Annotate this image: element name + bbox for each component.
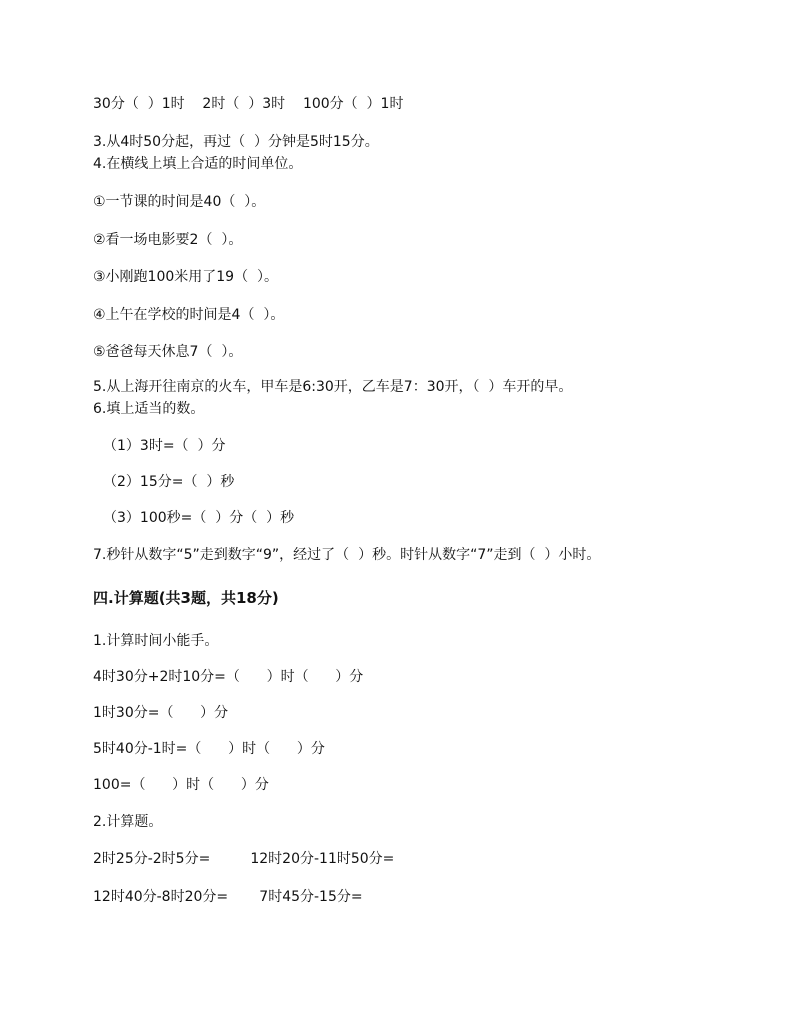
question-4-item-3: ③小刚跑100米用了19（ ）。 xyxy=(93,269,278,285)
question-6: 6.填上适当的数。 xyxy=(93,401,205,417)
question-6-item-1: （1）3时=（ ）分 xyxy=(103,438,226,454)
fill-in-time-conversions: 30分（ ）1时 2时（ ）3时 100分（ ）1时 xyxy=(93,96,404,112)
calc-question-1: 1.计算时间小能手。 xyxy=(93,633,219,649)
question-6-item-2: （2）15分=（ ）秒 xyxy=(103,474,235,490)
question-4-item-5: ⑤爸爸每天休息7（ ）。 xyxy=(93,344,243,360)
calc-row-2: 12时40分-8时20分= 7时45分-15分= xyxy=(93,889,363,905)
question-4-item-4: ④上午在学校的时间是4（ ）。 xyxy=(93,307,285,323)
question-7: 7.秒针从数字“5”走到数字“9”，经过了（ ）秒。时针从数字“7”走到（ ）小时。 xyxy=(93,547,601,563)
calc-item-1: 4时30分+2时10分=（ ）时（ ）分 xyxy=(93,669,364,685)
question-4-item-2: ②看一场电影要2（ ）。 xyxy=(93,232,243,248)
question-3: 3.从4时50分起，再过（ ）分钟是5时15分。 xyxy=(93,134,379,150)
calc-item-3: 5时40分-1时=（ ）时（ ）分 xyxy=(93,741,325,757)
question-4: 4.在横线上填上合适的时间单位。 xyxy=(93,156,303,172)
question-4-item-1: ①一节课的时间是40（ ）。 xyxy=(93,194,266,210)
question-5: 5.从上海开往南京的火车，甲车是6:30开，乙车是7：30开，（ ）车开的早。 xyxy=(93,379,573,395)
calc-row-1: 2时25分-2时5分= 12时20分-11时50分= xyxy=(93,851,395,867)
section-heading: 四.计算题(共3题，共18分) xyxy=(93,589,279,607)
question-6-item-3: （3）100秒=（ ）分（ ）秒 xyxy=(103,510,295,526)
calc-question-2: 2.计算题。 xyxy=(93,814,163,830)
calc-item-4: 100=（ ）时（ ）分 xyxy=(93,777,269,793)
calc-item-2: 1时30分=（ ）分 xyxy=(93,705,229,721)
